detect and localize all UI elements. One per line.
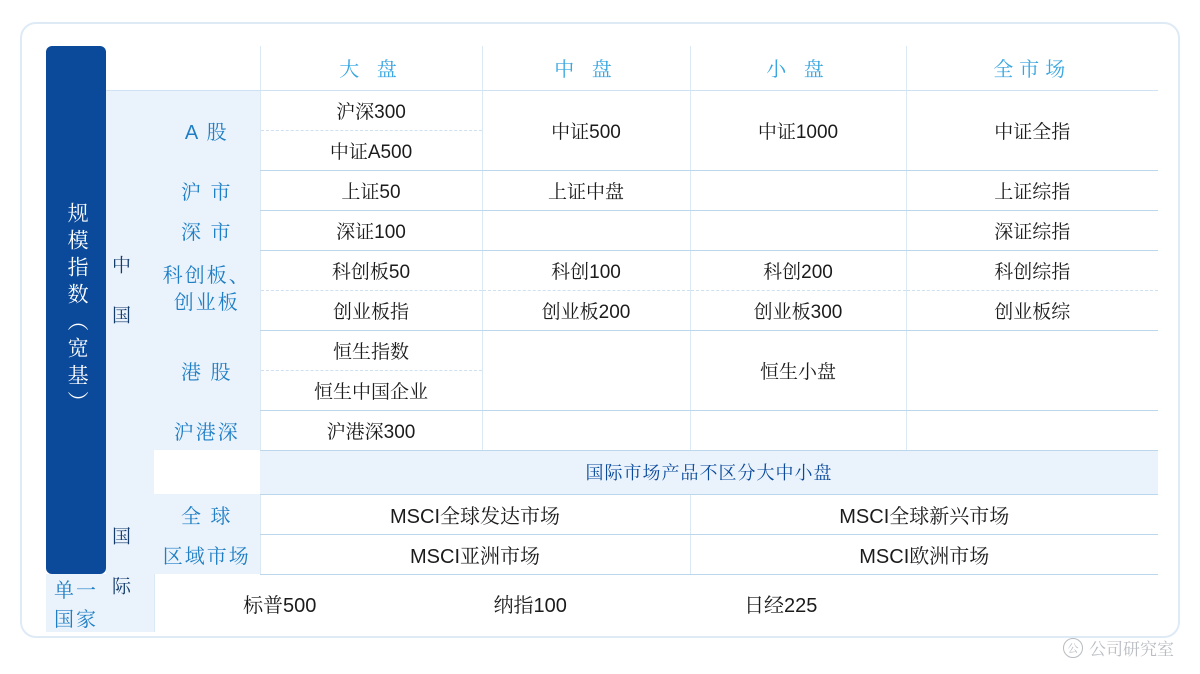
cell-shhkz-large: 沪港深300: [260, 410, 482, 450]
region-china-label: 中 国: [109, 255, 130, 330]
header-corner-category: [154, 46, 260, 90]
cell-sh-small: [690, 170, 906, 210]
cell-a-large-2: 中证A500: [260, 130, 482, 170]
cell-star-large: 科创板50: [260, 250, 482, 290]
table-row: [46, 170, 1158, 210]
header-col-small: 小 盘: [690, 46, 906, 90]
footer-watermark-label: 公司研究室: [1089, 640, 1174, 659]
category-shanghai: 沪 市: [154, 170, 260, 210]
cell-chinext-large: 创业板指: [260, 290, 482, 330]
scale-index-table: [46, 46, 1158, 632]
cell-shhkz-small: [690, 410, 906, 450]
cell-chinext-all: 创业板综: [906, 290, 1158, 330]
category-shhkz: 沪港深: [154, 410, 260, 450]
header-corner-region: [106, 46, 154, 90]
table-row: [46, 330, 1158, 370]
left-banner-label: 规模指数（宽基）: [65, 202, 89, 418]
category-a-shares: A 股: [154, 90, 260, 170]
cell-sh-all: 上证综指: [906, 170, 1158, 210]
header-col-large: 大 盘: [260, 46, 482, 90]
cell-chinext-small: 创业板300: [690, 290, 906, 330]
scale-index-table-wrapper: [46, 46, 1158, 631]
cell-global-developed: MSCI全球发达市场: [260, 494, 690, 534]
cell-a-all: 中证全指: [906, 90, 1158, 170]
table-row: [46, 574, 1158, 632]
cell-hk-mid: [482, 330, 690, 410]
table-row: [46, 410, 1158, 450]
notice-spacer: [154, 450, 260, 494]
category-global: 全 球: [154, 494, 260, 534]
cell-nikkei225: 日经225: [744, 594, 818, 617]
international-notice: 国际市场产品不区分大中小盘: [260, 450, 1158, 494]
category-hk: 港 股: [154, 330, 260, 410]
cell-star-small: 科创200: [690, 250, 906, 290]
cell-chinext-mid: 创业板200: [482, 290, 690, 330]
cell-sh-mid: 上证中盘: [482, 170, 690, 210]
table-row: [46, 250, 1158, 290]
header-col-all: 全市场: [906, 46, 1158, 90]
cell-a-mid: 中证500: [482, 90, 690, 170]
cell-hk-all: [906, 330, 1158, 410]
cell-regional-asia: MSCI亚洲市场: [260, 534, 690, 574]
region-international: [106, 494, 154, 632]
region-china: [106, 90, 154, 494]
cell-sp500: 标普500: [243, 594, 317, 617]
cell-global-emerging: MSCI全球新兴市场: [690, 494, 1158, 534]
category-single-country: 单一国家: [46, 574, 106, 632]
table-header-row: [46, 46, 1158, 90]
table-row: [46, 210, 1158, 250]
header-col-mid: 中 盘: [482, 46, 690, 90]
category-regional: 区域市场: [154, 534, 260, 574]
region-international-label: 国 际: [109, 526, 130, 600]
cell-hk-small: 恒生小盘: [690, 330, 906, 410]
footer-watermark: [1063, 635, 1174, 660]
table-row: [46, 534, 1158, 574]
table-row: [46, 450, 1158, 494]
cell-star-mid: 科创100: [482, 250, 690, 290]
cell-star-all: 科创综指: [906, 250, 1158, 290]
cell-regional-europe: MSCI欧洲市场: [690, 534, 1158, 574]
cell-sz-mid: [482, 210, 690, 250]
cell-hk-large-2: 恒生中国企业: [260, 370, 482, 410]
single-country-list: [155, 589, 907, 618]
cell-shhkz-all: [906, 410, 1158, 450]
cell-a-small: 中证1000: [690, 90, 906, 170]
cell-sz-all: 深证综指: [906, 210, 1158, 250]
cell-hk-large-1: 恒生指数: [260, 330, 482, 370]
tiger-logo-icon: 虎: [1018, 540, 1052, 574]
cell-nasdaq100: 纳指100: [493, 594, 567, 617]
cell-sz-small: [690, 210, 906, 250]
cell-sz-large: 深证100: [260, 210, 482, 250]
company-logo-icon: 公: [1063, 638, 1083, 658]
cell-shhkz-mid: [482, 410, 690, 450]
category-star-chinext: 科创板、创业板: [154, 250, 260, 330]
brand-watermark-label: 老虎社区: [1062, 548, 1142, 571]
category-shenzhen: 深 市: [154, 210, 260, 250]
cell-a-large-1: 沪深300: [260, 90, 482, 130]
table-row: [46, 90, 1158, 130]
chart-card: [20, 22, 1180, 638]
single-country-cell: [154, 574, 906, 632]
left-banner: [46, 46, 106, 574]
cell-sh-large: 上证50: [260, 170, 482, 210]
table-row: [46, 494, 1158, 534]
